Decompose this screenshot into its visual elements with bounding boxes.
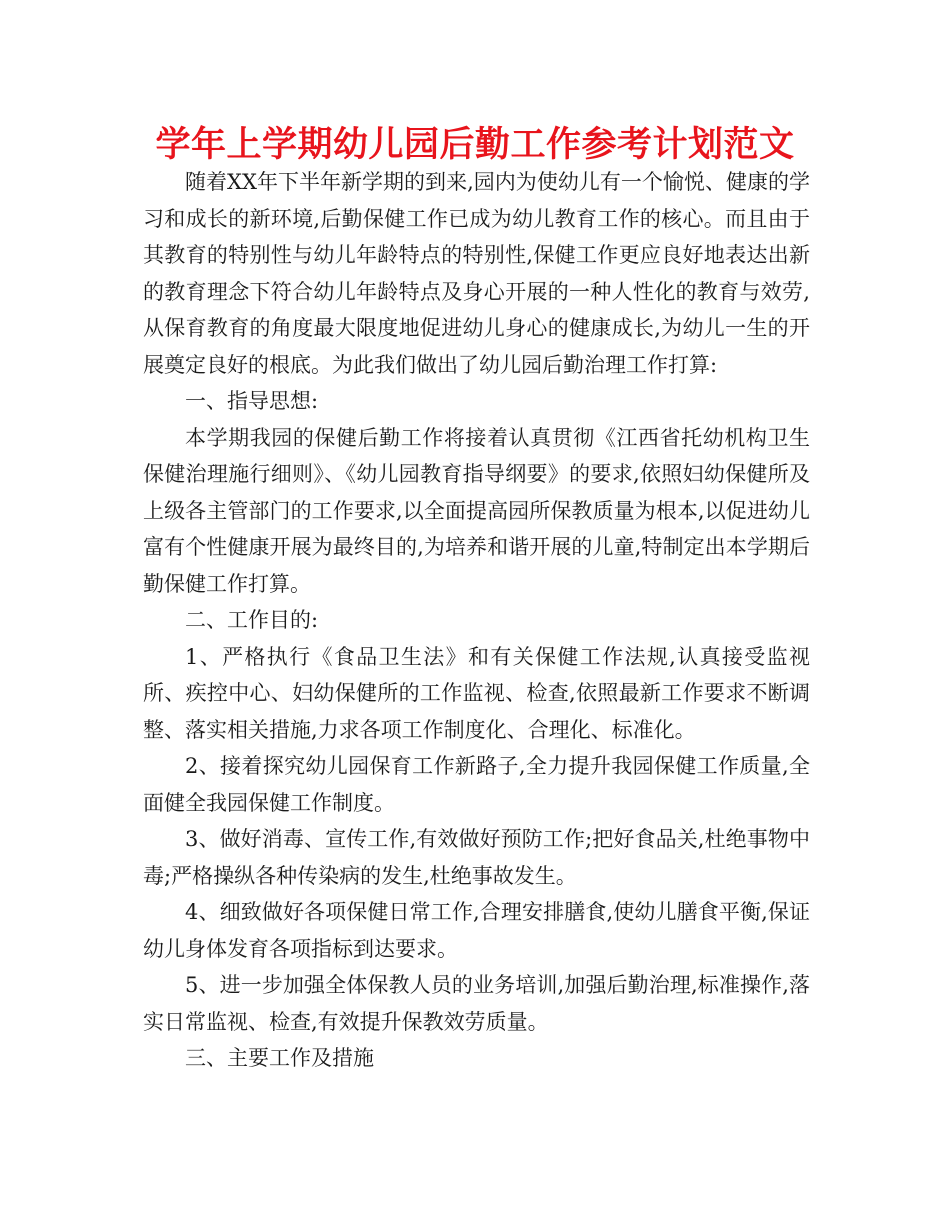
goal-item-4: 4、细致做好各项保健日常工作,合理安排膳食,使幼儿膳食平衡,保证幼儿身体发育各项指标到达要求。	[143, 900, 810, 961]
goal-item-3: 3、做好消毒、宣传工作,有效做好预防工作;把好食品关,杜绝事物中毒;严格操纵各种传染病的发生,杜绝事故发生。	[143, 827, 810, 888]
guiding-ideas-paragraph: 本学期我园的保健后勤工作将接着认真贯彻《江西省托幼机构卫生保健治理施行细则》、《幼儿园教育指导纲要》的要求,依照妇幼保健所及上级各主管部门的工作要求,以全面提高园所保教质量为根本,以促进幼儿富有个性健康开展为最终目的,为培养和谐开展的儿童,特制定出本学期后勤保健工作打算。	[143, 425, 810, 596]
section-heading-work-goals: 二、工作目的:	[185, 608, 319, 632]
goal-item-5: 5、进一步加强全体保教人员的业务培训,加强后勤治理,标准操作,落实日常监视、检查,有效提升保教效劳质量。	[143, 973, 810, 1034]
document-title: 学年上学期幼儿园后勤工作参考计划范文	[155, 125, 795, 165]
intro-paragraph: 随着XX年下半年新学期的到来,园内为使幼儿有一个愉悦、健康的学习和成长的新环境,后勤保健工作已成为幼儿教育工作的核心。而且由于其教育的特别性与幼儿年龄特点的特别性,保健工作更应良好地表达出新的教育理念下符合幼儿年龄特点及身心开展的一种人性化的教育与效劳,从保育教育的角度最大限度地促进幼儿身心的健康成长,为幼儿一生的开展奠定良好的根底。为此我们做出了幼儿园后勤治理工作打算:	[143, 170, 810, 377]
goal-item-2: 2、接着探究幼儿园保育工作新路子,全力提升我园保健工作质量,全面健全我园保健工作制度。	[143, 754, 810, 815]
section-heading-main-work: 三、主要工作及措施	[185, 1046, 374, 1070]
document-body	[143, 164, 810, 1077]
section-heading-guiding-ideas: 一、指导思想:	[185, 389, 319, 413]
goal-item-1: 1、严格执行《食品卫生法》和有关保健工作法规,认真接受监视所、疾控中心、妇幼保健所的工作监视、检查,依照最新工作要求不断调整、落实相关措施,力求各项工作制度化、合理化、标准化。	[143, 644, 810, 742]
